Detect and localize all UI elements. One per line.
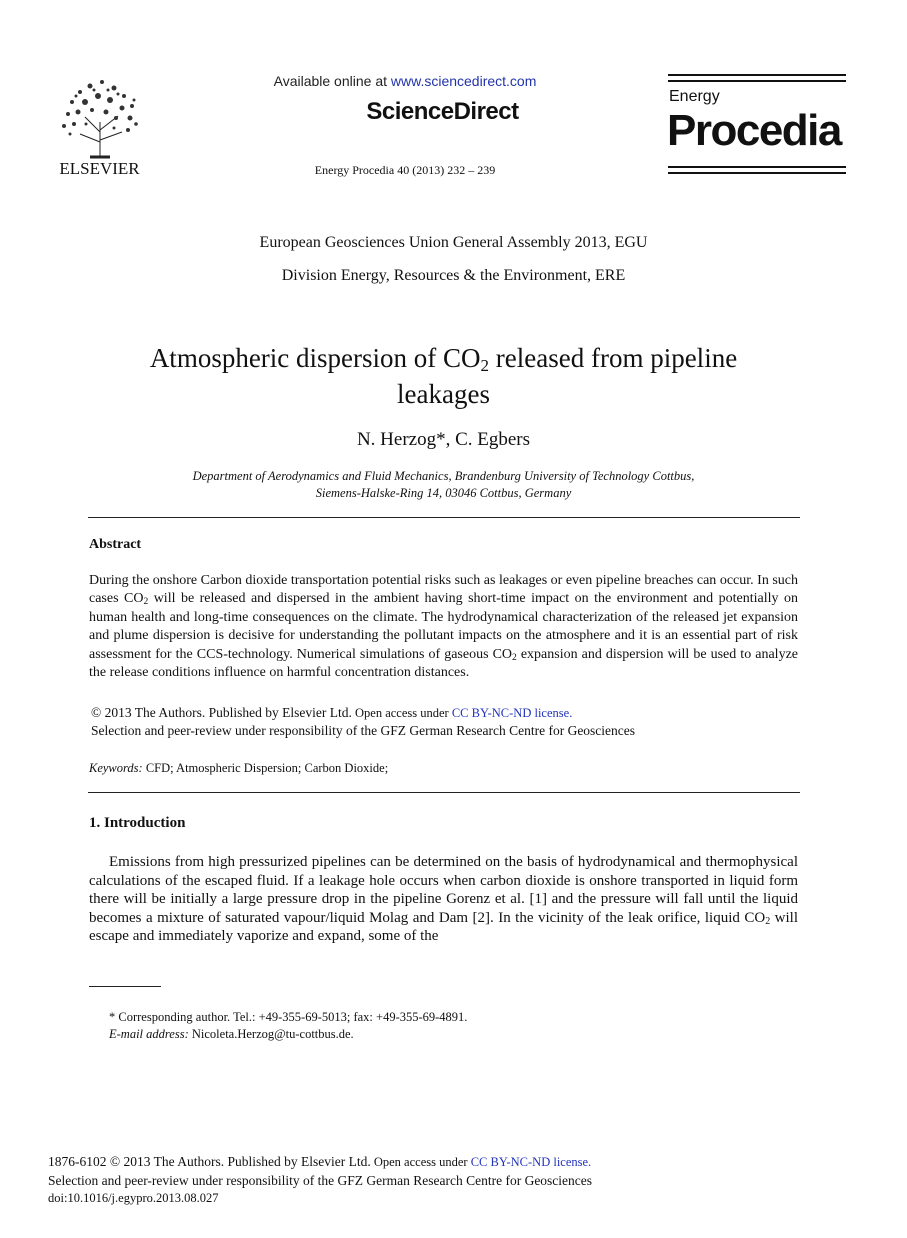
publisher-name: ELSEVIER [59,159,140,178]
abstract-text [89,572,798,682]
abstract-part-2: will be released and dispersed in the ambient having short-time impact on the environment and potentially on human health and long-time consequences on the climate. The hydrodynamical characterization of the released jet expansion and plume dispersion is decisive for understanding the pollutant impacts on the atmosphere and it is an essential part of risk assessment for the CCS-technology. Numerical simulations of gaseous CO [89,591,798,662]
logo-bar-top [668,74,846,76]
journal-main-word: Procedia [667,106,841,155]
footer-open-access: Open access under [370,1155,471,1169]
keywords-label: Keywords: [89,761,143,775]
keywords-list: CFD; Atmospheric Dispersion; Carbon Dioxide; [142,761,389,775]
intro-part-2: will escape and immediately vaporize and expand, some of the [89,909,798,945]
intro-subscript: 2 [765,915,771,927]
peer-review-text: Selection and peer-review under responsibility of the GFZ German Research Centre for Geosciences [91,723,636,738]
journal-reference: Energy Procedia 40 (2013) 232 – 239 [314,163,496,177]
energy-procedia-logo [668,74,846,178]
introduction-text [89,853,798,946]
email-address: Nicoleta.Herzog@tu-cottbus.de. [188,1027,354,1041]
footer-license-link[interactable]: CC BY-NC-ND license. [470,1155,592,1169]
logo-bar-bottom-2 [668,172,846,174]
abstract-part-3: expansion and dispersion will be used to analyze the release conditions influence on harmful concentration distances. [89,646,798,681]
available-prefix: Available online at [273,73,391,89]
sciencedirect-logo: ScienceDirect [366,98,519,125]
corresponding-author: * Corresponding author. Tel.: +49-355-69-5013; fax: +49-355-69-4891. [109,1010,468,1024]
footer-doi: doi:10.1016/j.egypro.2013.08.027 [48,1191,219,1205]
affiliation [90,468,797,502]
journal-top-word: Energy [669,88,720,105]
logo-bar-top-2 [668,80,846,82]
affiliation-line-2: Siemens-Halske-Ring 14, 03046 Cottbus, Germany [315,486,572,500]
title-part-b: released from pipeline [489,343,738,373]
paper-title [90,340,797,412]
divider-bottom [88,792,800,793]
tree-icon [50,72,150,162]
copyright-text: © 2013 The Authors. Published by Elsevier Ltd. [91,705,352,720]
page-footer [48,1153,592,1208]
authors: N. Herzog*, C. Egbers [356,429,531,450]
abstract-sub-2: 2 [512,652,517,663]
available-online [200,73,610,89]
section-heading-introduction: 1. Introduction [89,815,186,831]
footnote [109,1009,467,1043]
abstract-part-1: During the onshore Carbon dioxide transportation potential risks such as leakages or even pipeline breaches can occur. In such cases CO [89,573,798,607]
open-access-text: Open access under [351,706,452,720]
title-part-a: Atmospheric dispersion of CO [149,343,481,373]
abstract-heading: Abstract [89,537,142,552]
logo-bar-bottom [668,166,846,168]
conference-line-2: Division Energy, Resources & the Environment, ERE [281,267,626,284]
email-label: E-mail address: [109,1027,189,1041]
footer-peer-review: Selection and peer-review under responsibility of the GFZ German Research Centre for Geosciences [48,1172,593,1188]
title-line-2: leakages [397,379,490,409]
license-link[interactable]: CC BY-NC-ND license. [451,706,573,720]
footer-copyright: 1876-6102 © 2013 The Authors. Published by Elsevier Ltd. [48,1154,371,1169]
abstract-sub-1: 2 [143,597,149,608]
footnote-rule [89,986,161,987]
intro-part-1: Emissions from high pressurized pipelines can be determined on the basis of hydrodynamical and thermophysical calculations of the escaped fluid. If a leakage hole occurs when carbon dioxide is onshore transported in liquid form there will be initially a large pressure drop in the pipeline Gorenz et al. [1] and the pressure will fall until the liquid becomes a mixture of saturated vapour/liquid Molag and Dam [2]. In the vicinity of the leak orifice, liquid CO [89,854,798,926]
affiliation-line-1: Department of Aerodynamics and Fluid Mechanics, Brandenburg University of Technology Cottbus, [192,469,695,483]
title-subscript: 2 [480,356,490,375]
abstract-copyright [91,704,801,739]
conference-line-1: European Geosciences Union General Assembly 2013, EGU [259,234,648,251]
keywords [89,761,388,776]
divider-top [88,517,800,518]
sciencedirect-link[interactable]: www.sciencedirect.com [390,73,537,89]
